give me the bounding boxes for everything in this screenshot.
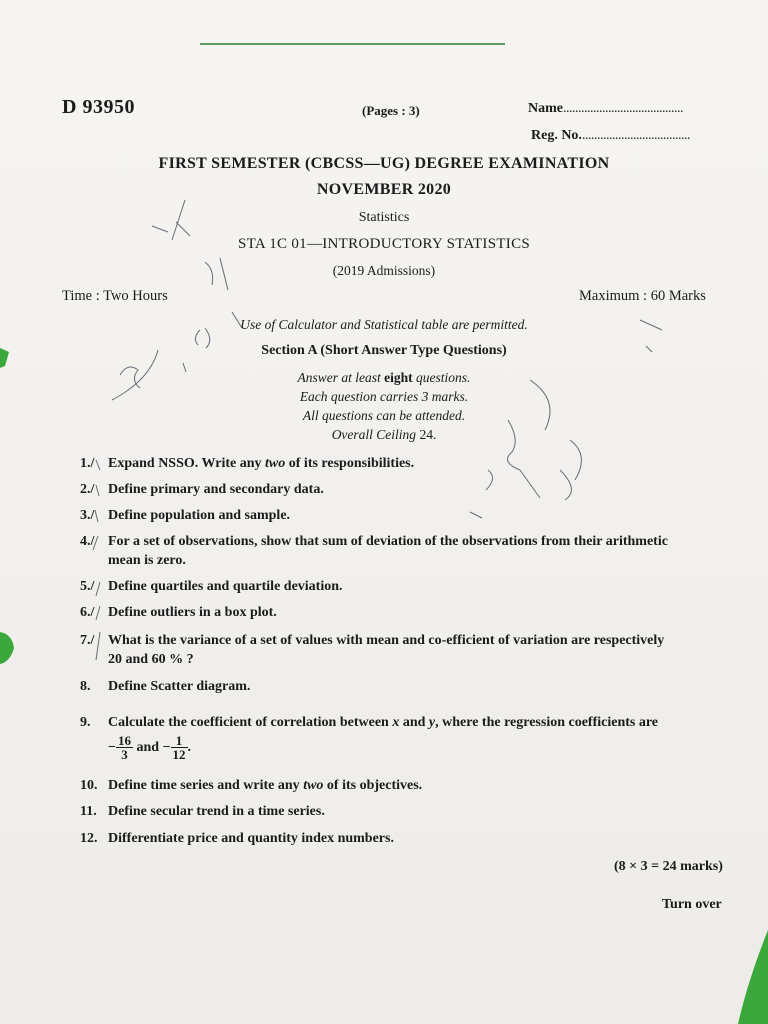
instruction-ceiling-value: 24.: [419, 427, 437, 442]
question-text-pre: Calculate the coefficient of correlation between: [108, 715, 393, 730]
question-text: [108, 713, 745, 761]
paper-title: STA 1C 01—INTRODUCTORY STATISTICS: [237, 236, 531, 252]
question-number: 5./: [80, 579, 95, 594]
name-label: Name: [528, 101, 563, 116]
question-text-line2: mean is zero.: [108, 553, 186, 568]
page-count: (Pages : 3): [362, 103, 420, 118]
question-text-line2: 20 and 60 % ?: [108, 652, 194, 667]
question-text-mid: and: [399, 715, 429, 730]
question-text-emphasis: two: [265, 456, 286, 471]
question-text: [108, 631, 745, 669]
maximum-marks: Maximum : 60 Marks: [579, 288, 706, 304]
question-text: Define population and sample.: [108, 508, 291, 523]
question-number: 9.: [80, 715, 91, 730]
instruction-attend: All questions can be attended.: [302, 408, 466, 423]
question-text: Define primary and secondary data.: [108, 482, 324, 497]
reg-no-dots: ....................................: [581, 128, 690, 143]
regression-coefficients: − $\frac{16}{3}$ and − $\frac{1}{12}$ .: [108, 733, 192, 762]
question-text-emphasis: two: [303, 778, 324, 793]
calculator-note: Use of Calculator and Statistical table are permitted.: [240, 317, 528, 332]
question-text-post: of its responsibilities.: [285, 456, 415, 471]
section-title: Section A (Short Answer Type Questions): [261, 343, 507, 358]
exam-month: NOVEMBER 2020: [316, 181, 452, 198]
fraction-2-denominator: 12: [172, 747, 186, 762]
question-text: Define Scatter diagram.: [108, 679, 251, 694]
question-number: 2./: [80, 482, 95, 497]
question-text-pre: Expand NSSO. Write any: [108, 456, 266, 471]
question-text: [108, 454, 745, 473]
question-text: Differentiate price and quantity index numbers.: [108, 831, 394, 846]
question-text-post: , where the regression coefficients are: [435, 715, 659, 730]
instruction-answer-count: eight: [384, 370, 413, 385]
reg-no-label: Reg. No.: [531, 128, 582, 143]
question-text: Define secular trend in a time series.: [108, 804, 325, 819]
fraction-2: [171, 734, 188, 761]
section-marks: (8 × 3 = 24 marks): [614, 859, 723, 874]
instruction-answer: [0, 370, 768, 386]
question-text-line1: For a set of observations, show that sum of deviation of the observations from their arithmetic: [108, 534, 668, 549]
name-field: [528, 101, 683, 117]
question-number: 8.: [80, 679, 91, 694]
question-text: Define outliers in a box plot.: [108, 605, 277, 620]
time-allowed: Time : Two Hours: [62, 288, 168, 304]
reg-no-field: [531, 128, 690, 144]
question-text-line1: What is the variance of a set of values with mean and co-efficient of variation are respectively: [108, 633, 665, 648]
fraction-1-denominator: 3: [121, 747, 128, 762]
question-number: 3./: [80, 508, 95, 523]
fraction-1-numerator: 16: [117, 733, 131, 748]
question-number: 6./: [80, 605, 95, 620]
question-number: 7./: [80, 633, 95, 648]
instruction-answer-post: questions.: [412, 370, 471, 385]
name-dots: ........................................: [563, 101, 683, 116]
fraction-2-numerator: 1: [171, 734, 188, 748]
exam-title: FIRST SEMESTER (CBCSS—UG) DEGREE EXAMINATION: [158, 155, 610, 172]
question-number: 4./: [80, 534, 95, 549]
instruction-ceiling: [0, 427, 768, 443]
instruction-ceiling-pre: Overall Ceiling: [331, 427, 420, 442]
question-number: 11.: [80, 804, 97, 819]
instruction-answer-pre: Answer at least: [297, 370, 385, 385]
subject: Statistics: [358, 210, 410, 225]
variable-y: y: [428, 715, 436, 730]
instruction-marks: Each question carries 3 marks.: [299, 389, 469, 404]
question-text-post: of its objectives.: [323, 778, 423, 793]
question-text: Define quartiles and quartile deviation.: [108, 579, 343, 594]
question-number: 10.: [80, 778, 98, 793]
question-text: [108, 532, 745, 570]
fraction-joiner: and: [136, 740, 160, 755]
variable-x: x: [392, 715, 400, 730]
fraction-1: [116, 734, 133, 761]
question-text-pre: Define time series and write any: [108, 778, 304, 793]
question-number: 1./: [80, 456, 95, 471]
turn-over: Turn over: [662, 897, 722, 912]
question-text: [108, 776, 745, 795]
admissions: (2019 Admissions): [332, 263, 436, 278]
question-number: 12.: [80, 831, 98, 846]
exam-code: D 93950: [62, 96, 135, 118]
